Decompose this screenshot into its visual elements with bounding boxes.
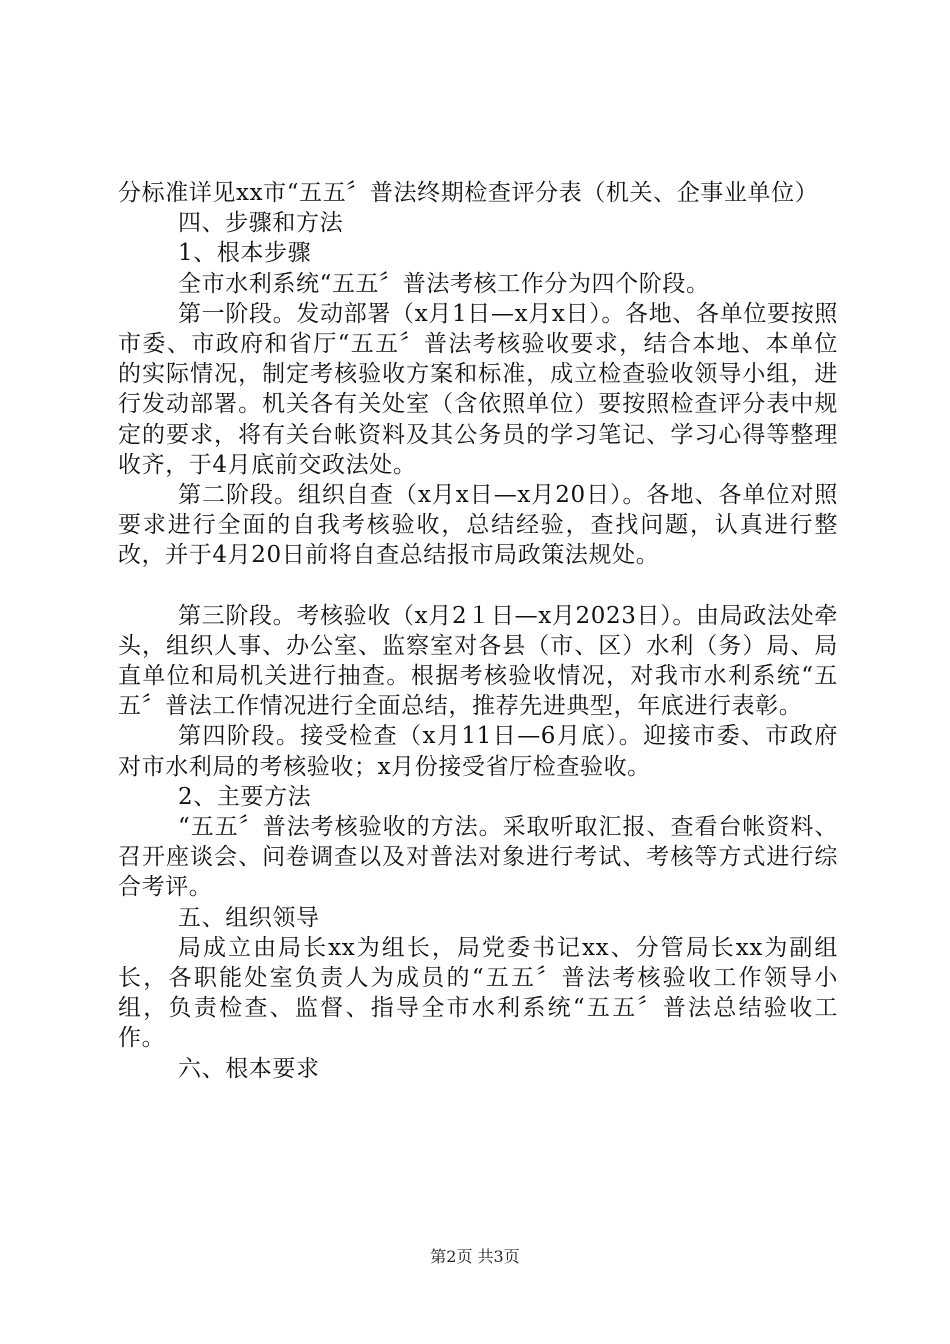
heading-organization: 五、组织领导 bbox=[178, 904, 320, 931]
paragraph-stage-two: 第二阶段。组织自查（x月x日—x月20日）。各地、各单位对照要求进行全面的自我考核验收，总结经验，查找问题，认真进行整改，并于4月20日前将自查总结报市局政策法规处。 bbox=[118, 482, 838, 569]
heading-steps-and-methods: 四、步骤和方法 bbox=[178, 210, 344, 237]
heading-main-methods: 2、主要方法 bbox=[178, 783, 312, 810]
document-body bbox=[118, 178, 838, 1084]
heading-basic-steps: 1、根本步骤 bbox=[178, 240, 312, 267]
paragraph-four-stages: 全市水利系统“五五〞普法考核工作分为四个阶段。 bbox=[178, 270, 710, 297]
paragraph-methods-detail: “五五〞普法考核验收的方法。采取听取汇报、查看台帐资料、召开座谈会、问卷调查以及对普法对象进行考试、考核等方式进行综合考评。 bbox=[118, 814, 838, 901]
heading-basic-requirements: 六、根本要求 bbox=[178, 1055, 320, 1082]
paragraph-stage-three: 第三阶段。考核验收（x月2１日—x月2023日）。由局政法处牵头，组织人事、办公室、监察室对各县（市、区）水利（务）局、局直单位和局机关进行抽查。根据考核验收情况，对我市水利系统“五五〞普法工作情况进行全面总结，推荐先进典型，年底进行表彰。 bbox=[118, 602, 838, 720]
page-number-footer: 第2页 共3页 bbox=[430, 1247, 520, 1266]
paragraph-leadership-group: 局成立由局长xx为组长，局党委书记xx、分管局长xx为副组长，各职能处室负责人为成员的“五五〞普法考核验收工作领导小组，负责检查、监督、指导全市水利系统“五五〞普法总结验收工作。 bbox=[118, 934, 838, 1052]
paragraph-scoring-standard: 分标准详见xx市“五五〞普法终期检查评分表（机关、企事业单位） bbox=[118, 180, 819, 206]
paragraph-stage-one: 第一阶段。发动部署（x月1日—x月x日）。各地、各单位要按照市委、市政府和省厅“五五〞普法考核验收要求，结合本地、本单位的实际情况，制定考核验收方案和标准，成立检查验收领导小组，进行发动部署。机关各有关处室（含依照单位）要按照检查评分表中规定的要求，将有关台帐资料及其公务员的学习笔记、学习心得等整理收齐，于4月底前交政法处。 bbox=[118, 300, 838, 478]
paragraph-stage-four: 第四阶段。接受检查（x月11日—6月底）。迎接市委、市政府对市水利局的考核验收；x月份接受省厅检查验收。 bbox=[118, 723, 838, 780]
